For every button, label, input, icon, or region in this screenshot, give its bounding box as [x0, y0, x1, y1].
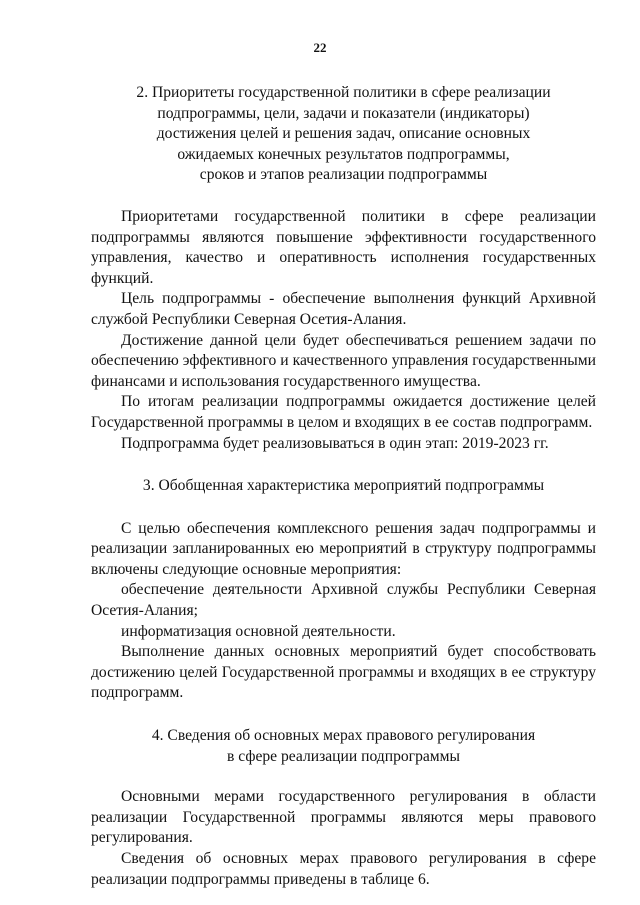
section-3-list-item: информатизация основной деятельности. — [121, 622, 396, 640]
section-2-paragraph: По итогам реализации подпрограммы ожидается достижение целей Государственной программы в целом и входящих в ее состав подпрограмм. — [91, 393, 596, 431]
heading-line: сроков и этапов реализации подпрограммы — [199, 166, 488, 184]
section-2-paragraph: Достижение данной цели будет обеспечиваться решением задачи по обеспечению эффективного и качественного управления государственными финансами и использования государственного имущества. — [91, 331, 596, 390]
heading-line: 3. Обобщенная характеристика мероприятий подпрограммы — [142, 477, 545, 495]
section-3-heading — [91, 476, 596, 497]
section-2-heading — [91, 83, 596, 186]
heading-line: подпрограммы, цели, задачи и показатели (индикаторы) — [157, 104, 530, 122]
heading-line: ожидаемых конечных результатов подпрограммы, — [177, 145, 510, 163]
section-3-paragraph: Выполнение данных основных мероприятий будет способствовать достижению целей Государственной программы и входящих в ее структуру подпрограмм. — [91, 643, 596, 702]
page-content — [91, 83, 596, 890]
section-4-paragraph: Основными мерами государственного регулирования в области реализации Государственной программы являются меры правового регулирования. — [91, 788, 596, 847]
section-3-paragraph: С целью обеспечения комплексного решения задач подпрограммы и реализации запланированных ею мероприятий в структуру подпрограммы включены следующие основные мероприятия: — [91, 519, 596, 578]
section-2-paragraph: Цель подпрограммы - обеспечение выполнения функций Архивной службой Республики Северная Осетия-Алания. — [91, 290, 596, 328]
heading-line: 2. Приоритеты государственной политики в сфере реализации — [136, 84, 551, 101]
section-3-list-item: обеспечение деятельности Архивной службы Республики Северная Осетия-Алания; — [91, 581, 596, 620]
heading-line: в сфере реализации подпрограммы — [226, 747, 460, 765]
section-2-paragraph: Приоритетами государственной политики в сфере реализации подпрограммы являются повышение эффективности государственного управления, качество и оперативность исполнения государственных функций. — [91, 207, 596, 287]
section-4-paragraph: Сведения об основных мерах правового регулирования в сфере реализации подпрограммы приведены в таблице 6. — [91, 850, 596, 888]
heading-line: 4. Сведения об основных мерах правового регулирования — [151, 727, 536, 745]
section-4-heading — [91, 726, 596, 767]
section-2-paragraph: Подпрограмма будет реализовываться в один этап: 2019-2023 гг. — [121, 434, 549, 452]
heading-line: достижения целей и решения задач, описание основных — [156, 125, 531, 143]
page-number: 22 — [313, 40, 327, 55]
